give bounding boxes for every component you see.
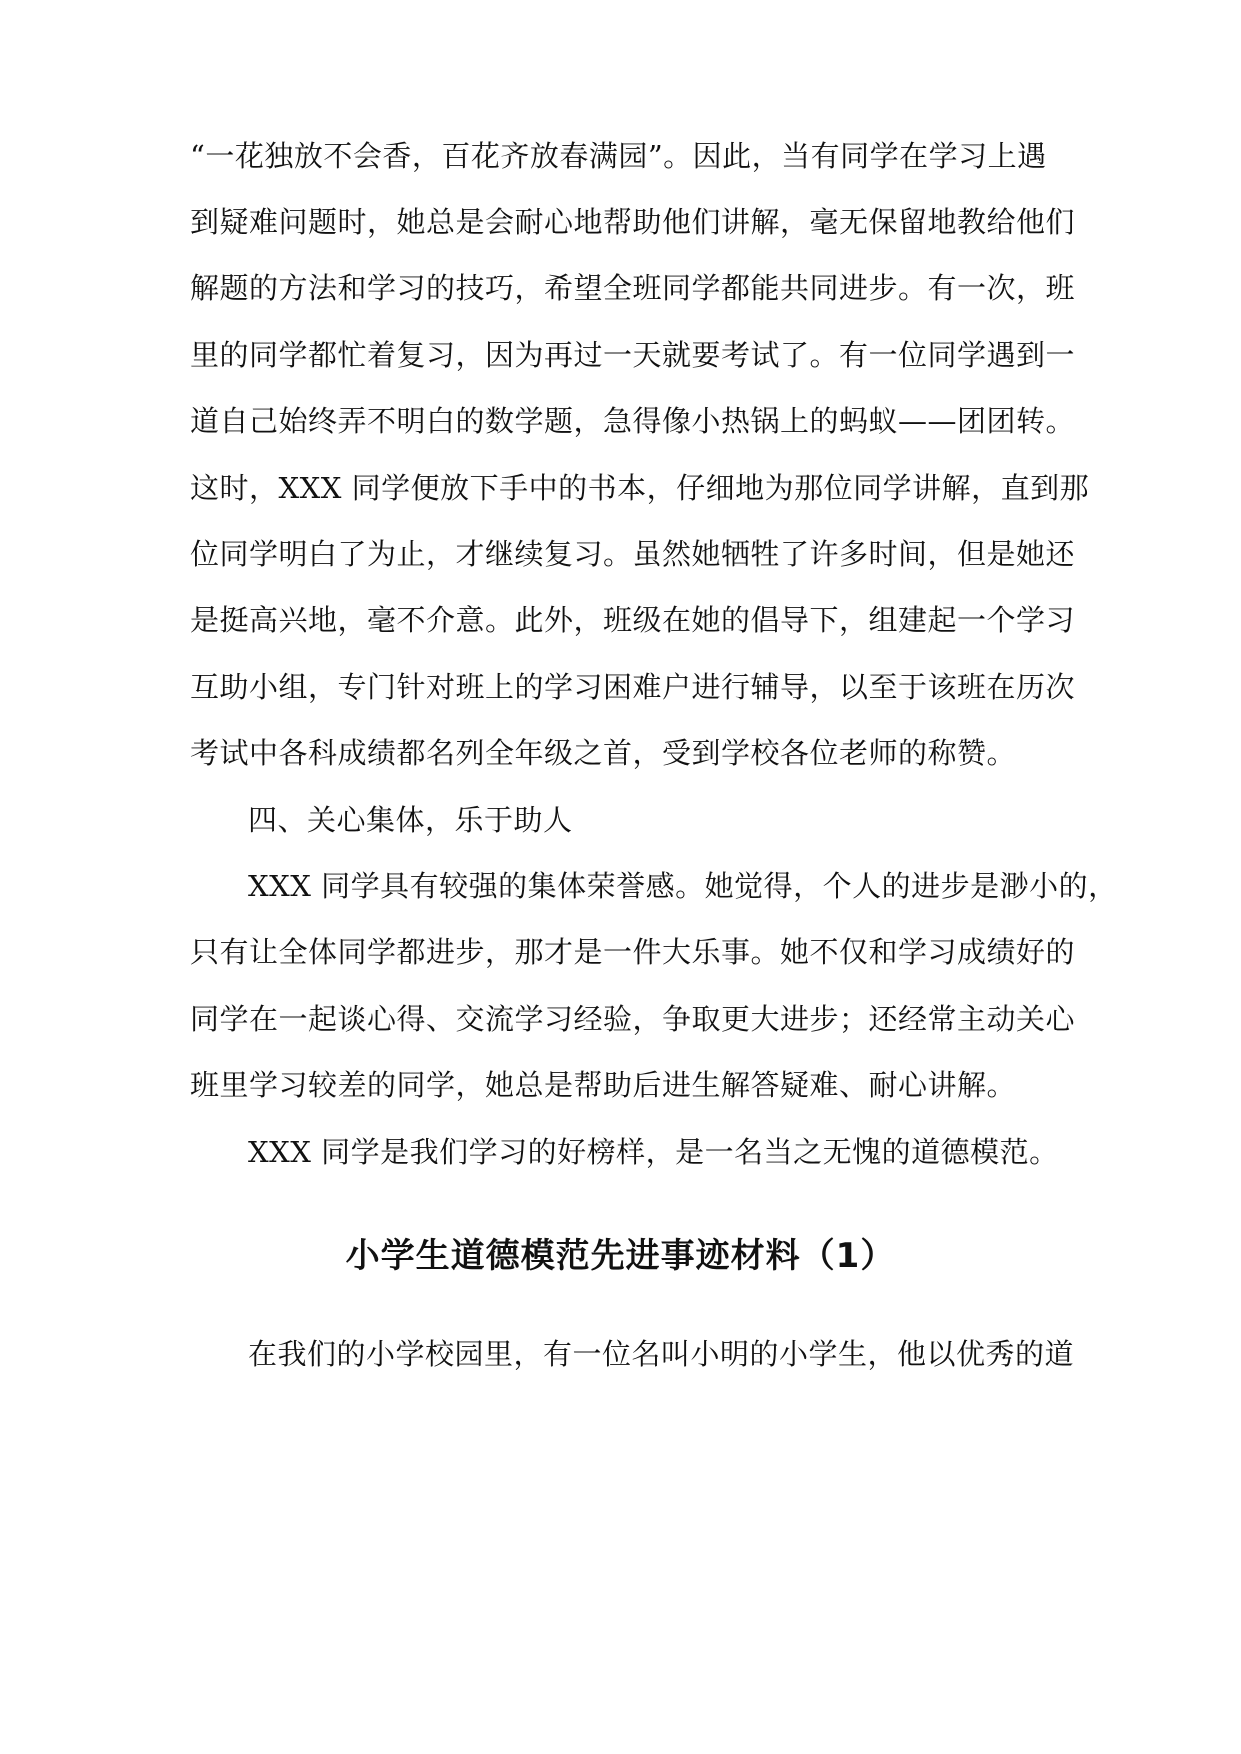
paragraph-line: 解题的方法和学习的技巧，希望全班同学都能共同进步。有一次，班 — [190, 271, 1076, 305]
paragraph-line: 在我们的小学校园里，有一位名叫小明的小学生，他以优秀的道 — [248, 1337, 1075, 1371]
paragraph-line: 到疑难问题时，她总是会耐心地帮助他们讲解，毫无保留地教给他们 — [190, 205, 1076, 239]
paragraph-line: 位同学明白了为止，才继续复习。虽然她牺牲了许多时间，但是她还 — [190, 537, 1076, 571]
section-heading: 四、关心集体，乐于助人 — [248, 803, 573, 837]
paragraph-line: 只有让全体同学都进步，那才是一件大乐事。她不仅和学习成绩好的 — [190, 935, 1076, 969]
paragraph-line: XXX 同学是我们学习的好榜样，是一名当之无愧的道德模范。 — [248, 1135, 1059, 1169]
paragraph-line: 这时，XXX 同学便放下手中的书本，仔细地为那位同学讲解，直到那 — [190, 471, 1090, 505]
paragraph-line: XXX 同学具有较强的集体荣誉感。她觉得，个人的进步是渺小的， — [248, 869, 1118, 903]
paragraph-line: 里的同学都忙着复习，因为再过一天就要考试了。有一位同学遇到一 — [190, 338, 1076, 372]
paragraph-line: 道自己始终弄不明白的数学题，急得像小热锅上的蚂蚁——团团转。 — [190, 404, 1076, 438]
paragraph-line: 同学在一起谈心得、交流学习经验，争取更大进步；还经常主动关心 — [190, 1002, 1076, 1036]
paragraph-line: 是挺高兴地，毫不介意。此外，班级在她的倡导下，组建起一个学习 — [190, 603, 1076, 637]
paragraph-line: “一花独放不会香，百花齐放春满园”。因此，当有同学在学习上遇 — [190, 139, 1047, 173]
document-title: 小学生道德模范先进事迹材料（1） — [345, 1236, 896, 1276]
paragraph-line: 班里学习较差的同学，她总是帮助后进生解答疑难、耐心讲解。 — [190, 1068, 1017, 1102]
paragraph-line: 互助小组，专门针对班上的学习困难户进行辅导，以至于该班在历次 — [190, 670, 1076, 704]
paragraph-line: 考试中各科成绩都名列全年级之首，受到学校各位老师的称赞。 — [190, 736, 1017, 770]
